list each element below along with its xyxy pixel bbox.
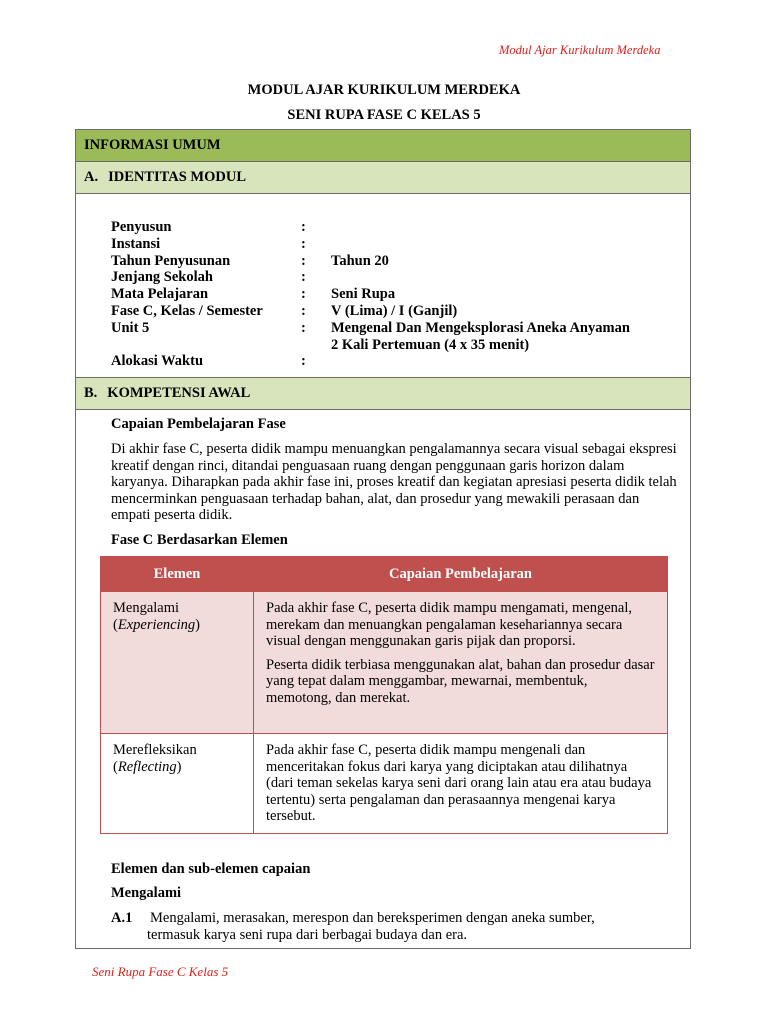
cp-paragraph: Di akhir fase C, peserta didik mampu menuangkan pengalamannya secara visual sebagai ekspresi kreatif dengan rinci, ditandai penguasaan ruang dengan penggunaan garis horizon dalam karyanya. Diharapkan pada akhir fase ini, proses kreatif dan kegiatan apresiasi peserta didik telah mencerminkan penguasaan terhadap bahan, alat, dan prosedur yang mewakili perasaan dan empati peserta didik.: [111, 441, 677, 524]
table-header-capaian: Capaian Pembelajaran: [254, 557, 668, 592]
identity-row-jenjang: Jenjang Sekolah :: [111, 269, 306, 286]
table-header-elemen: Elemen: [101, 557, 254, 592]
section-identitas-modul: A. IDENTITAS MODUL: [75, 161, 691, 194]
section-informasi-umum: INFORMASI UMUM: [75, 129, 691, 162]
section-kompetensi-awal: B. KOMPETENSI AWAL: [75, 377, 691, 410]
identity-row-fase: Fase C, Kelas / Semester : V (Lima) / I (Ganjil): [111, 302, 458, 319]
elemen-heading: Fase C Berdasarkan Elemen: [111, 532, 288, 548]
identity-row-mapel: Mata Pelajaran : Seni Rupa: [111, 286, 396, 303]
table-row: [101, 592, 668, 734]
identity-row-instansi: Instansi :: [111, 235, 306, 252]
subelemen-item-text: Mengalami, merasakan, merespon dan bereksperimen dengan aneka sumber, termasuk karya seni rupa dari berbagai budaya dan era.: [147, 910, 595, 943]
table-cell-capaian: Pada akhir fase C, peserta didik mampu mengamati, mengenal, merekam dan menuangkan pengalaman kesehariannya secara visual dengan menggunakan garis pijak dan proporsi. Peserta didik terbiasa menggunakan alat, bahan dan prosedur dasar yang tepat dalam menggambar, mewarnai, membentuk, memotong, dan merekat.: [254, 592, 668, 734]
identity-table: [111, 219, 671, 370]
subelemen-item-code: A.1: [111, 910, 133, 926]
subelemen-subheading: Mengalami: [111, 885, 182, 901]
table-cell-elemen: Merefleksikan (Reflecting): [101, 734, 254, 834]
table-row: [101, 734, 668, 834]
table-cell-elemen: Mengalami (Experiencing): [101, 592, 254, 734]
running-header: Modul Ajar Kurikulum Merdeka: [499, 43, 661, 57]
capaian-table: [100, 556, 668, 834]
footer-text: Seni Rupa Fase C Kelas 5: [92, 964, 229, 979]
cp-heading: Capaian Pembelajaran Fase: [111, 416, 286, 432]
table-cell-capaian: Pada akhir fase C, peserta didik mampu mengenali dan menceritakan fokus dari karya yang diciptakan atau dilihatnya (dari teman sekelas karya seni dari orang lain atau era atau budaya tertentu) serta pengalaman dan perasaannya mengenai karya tersebut.: [254, 734, 668, 834]
subelemen-heading: Elemen dan sub-elemen capaian: [111, 861, 311, 877]
table-header-row: [101, 557, 668, 592]
document-title: MODUL AJAR KURIKULUM MERDEKA: [247, 82, 521, 98]
identity-row-penyusun: Penyusun :: [111, 219, 306, 235]
identity-row-unit: Unit 5 : Mengenal Dan Mengeksplorasi Aneka Anyaman: [111, 319, 630, 336]
identity-row-tahun: Tahun Penyusunan : Tahun 20: [111, 252, 389, 269]
identity-row-unit-cont: 2 Kali Pertemuan (4 x 35 menit): [331, 336, 530, 353]
document-subtitle: SENI RUPA FASE C KELAS 5: [287, 107, 481, 123]
identity-row-alokasi: Alokasi Waktu :: [111, 353, 306, 370]
